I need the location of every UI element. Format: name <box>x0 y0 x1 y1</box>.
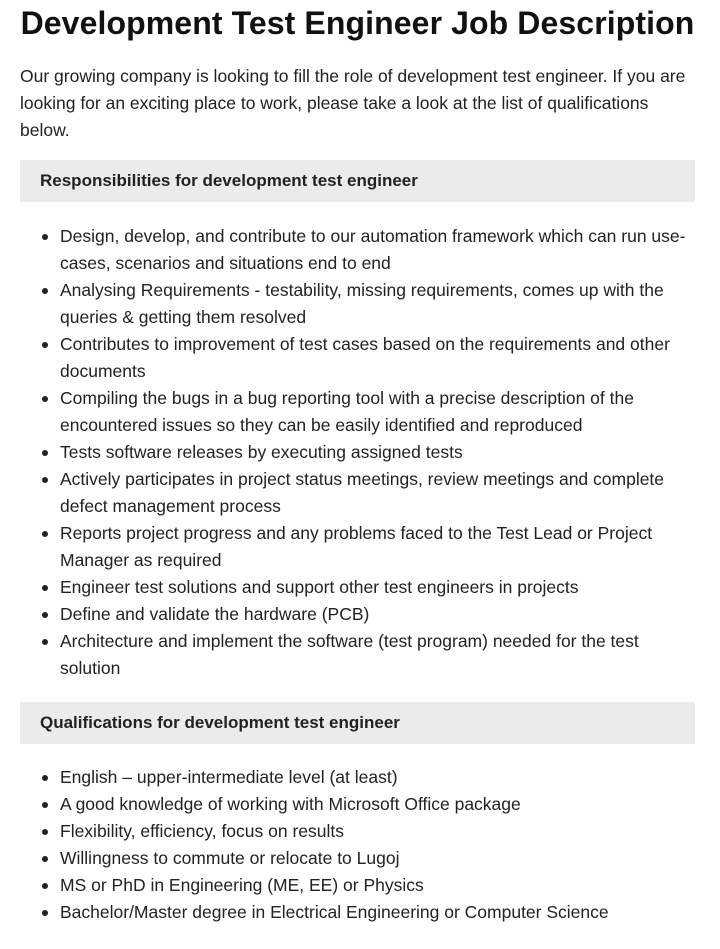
bullet-icon <box>42 802 48 808</box>
responsibility-item <box>60 331 695 385</box>
responsibility-item <box>60 439 695 466</box>
responsibilities-heading: Responsibilities for development test engineer <box>20 160 695 202</box>
bullet-icon <box>42 883 48 889</box>
responsibility-item <box>60 628 695 682</box>
responsibility-item <box>60 277 695 331</box>
bullet-icon <box>42 639 48 645</box>
responsibility-text: Engineer test solutions and support other test engineers in projects <box>60 577 579 597</box>
qualification-text: A good knowledge of working with Microsoft Office package <box>60 794 521 814</box>
qualification-item <box>60 845 695 872</box>
bullet-icon <box>42 775 48 781</box>
responsibility-item <box>60 601 695 628</box>
responsibility-text: Tests software releases by executing assigned tests <box>60 442 463 462</box>
responsibility-item <box>60 520 695 574</box>
qualification-item <box>60 764 695 791</box>
bullet-icon <box>42 342 48 348</box>
responsibility-text: Contributes to improvement of test cases based on the requirements and other documents <box>60 334 670 381</box>
responsibilities-list <box>20 223 695 682</box>
responsibility-item <box>60 466 695 520</box>
bullet-icon <box>42 910 48 916</box>
responsibility-text: Compiling the bugs in a bug reporting tool with a precise description of the encountered issues so they can be easily identified and reproduced <box>60 388 634 435</box>
qualification-item <box>60 818 695 845</box>
qualification-item <box>60 899 695 926</box>
qualifications-list <box>20 764 695 926</box>
bullet-icon <box>42 234 48 240</box>
responsibility-text: Define and validate the hardware (PCB) <box>60 604 370 624</box>
responsibility-item <box>60 223 695 277</box>
bullet-icon <box>42 477 48 483</box>
bullet-icon <box>42 531 48 537</box>
qualification-item <box>60 791 695 818</box>
bullet-icon <box>42 288 48 294</box>
responsibility-item <box>60 385 695 439</box>
qualification-text: Willingness to commute or relocate to Lugoj <box>60 848 400 868</box>
qualification-text: English – upper-intermediate level (at least) <box>60 767 398 787</box>
intro-paragraph: Our growing company is looking to fill the role of development test engineer. If you are looking for an exciting place to work, please take a look at the list of qualifications below. <box>20 66 686 140</box>
responsibility-text: Architecture and implement the software (test program) needed for the test solution <box>60 631 639 678</box>
qualifications-heading: Qualifications for development test engineer <box>20 702 695 744</box>
responsibility-text: Analysing Requirements - testability, missing requirements, comes up with the queries & getting them resolved <box>60 280 664 327</box>
responsibility-text: Design, develop, and contribute to our automation framework which can run use-cases, scenarios and situations end to end <box>60 226 686 273</box>
responsibility-item <box>60 574 695 601</box>
bullet-icon <box>42 450 48 456</box>
qualification-text: MS or PhD in Engineering (ME, EE) or Physics <box>60 875 424 895</box>
bullet-icon <box>42 856 48 862</box>
bullet-icon <box>42 829 48 835</box>
responsibility-text: Reports project progress and any problems faced to the Test Lead or Project Manager as required <box>60 523 653 570</box>
qualification-text: Bachelor/Master degree in Electrical Engineering or Computer Science <box>60 902 609 922</box>
page-title: Development Test Engineer Job Description <box>20 5 695 41</box>
bullet-icon <box>42 396 48 402</box>
qualification-text: Flexibility, efficiency, focus on results <box>60 821 344 841</box>
bullet-icon <box>42 612 48 618</box>
qualification-item <box>60 872 695 899</box>
responsibility-text: Actively participates in project status meetings, review meetings and complete defect management process <box>60 469 665 516</box>
bullet-icon <box>42 585 48 591</box>
